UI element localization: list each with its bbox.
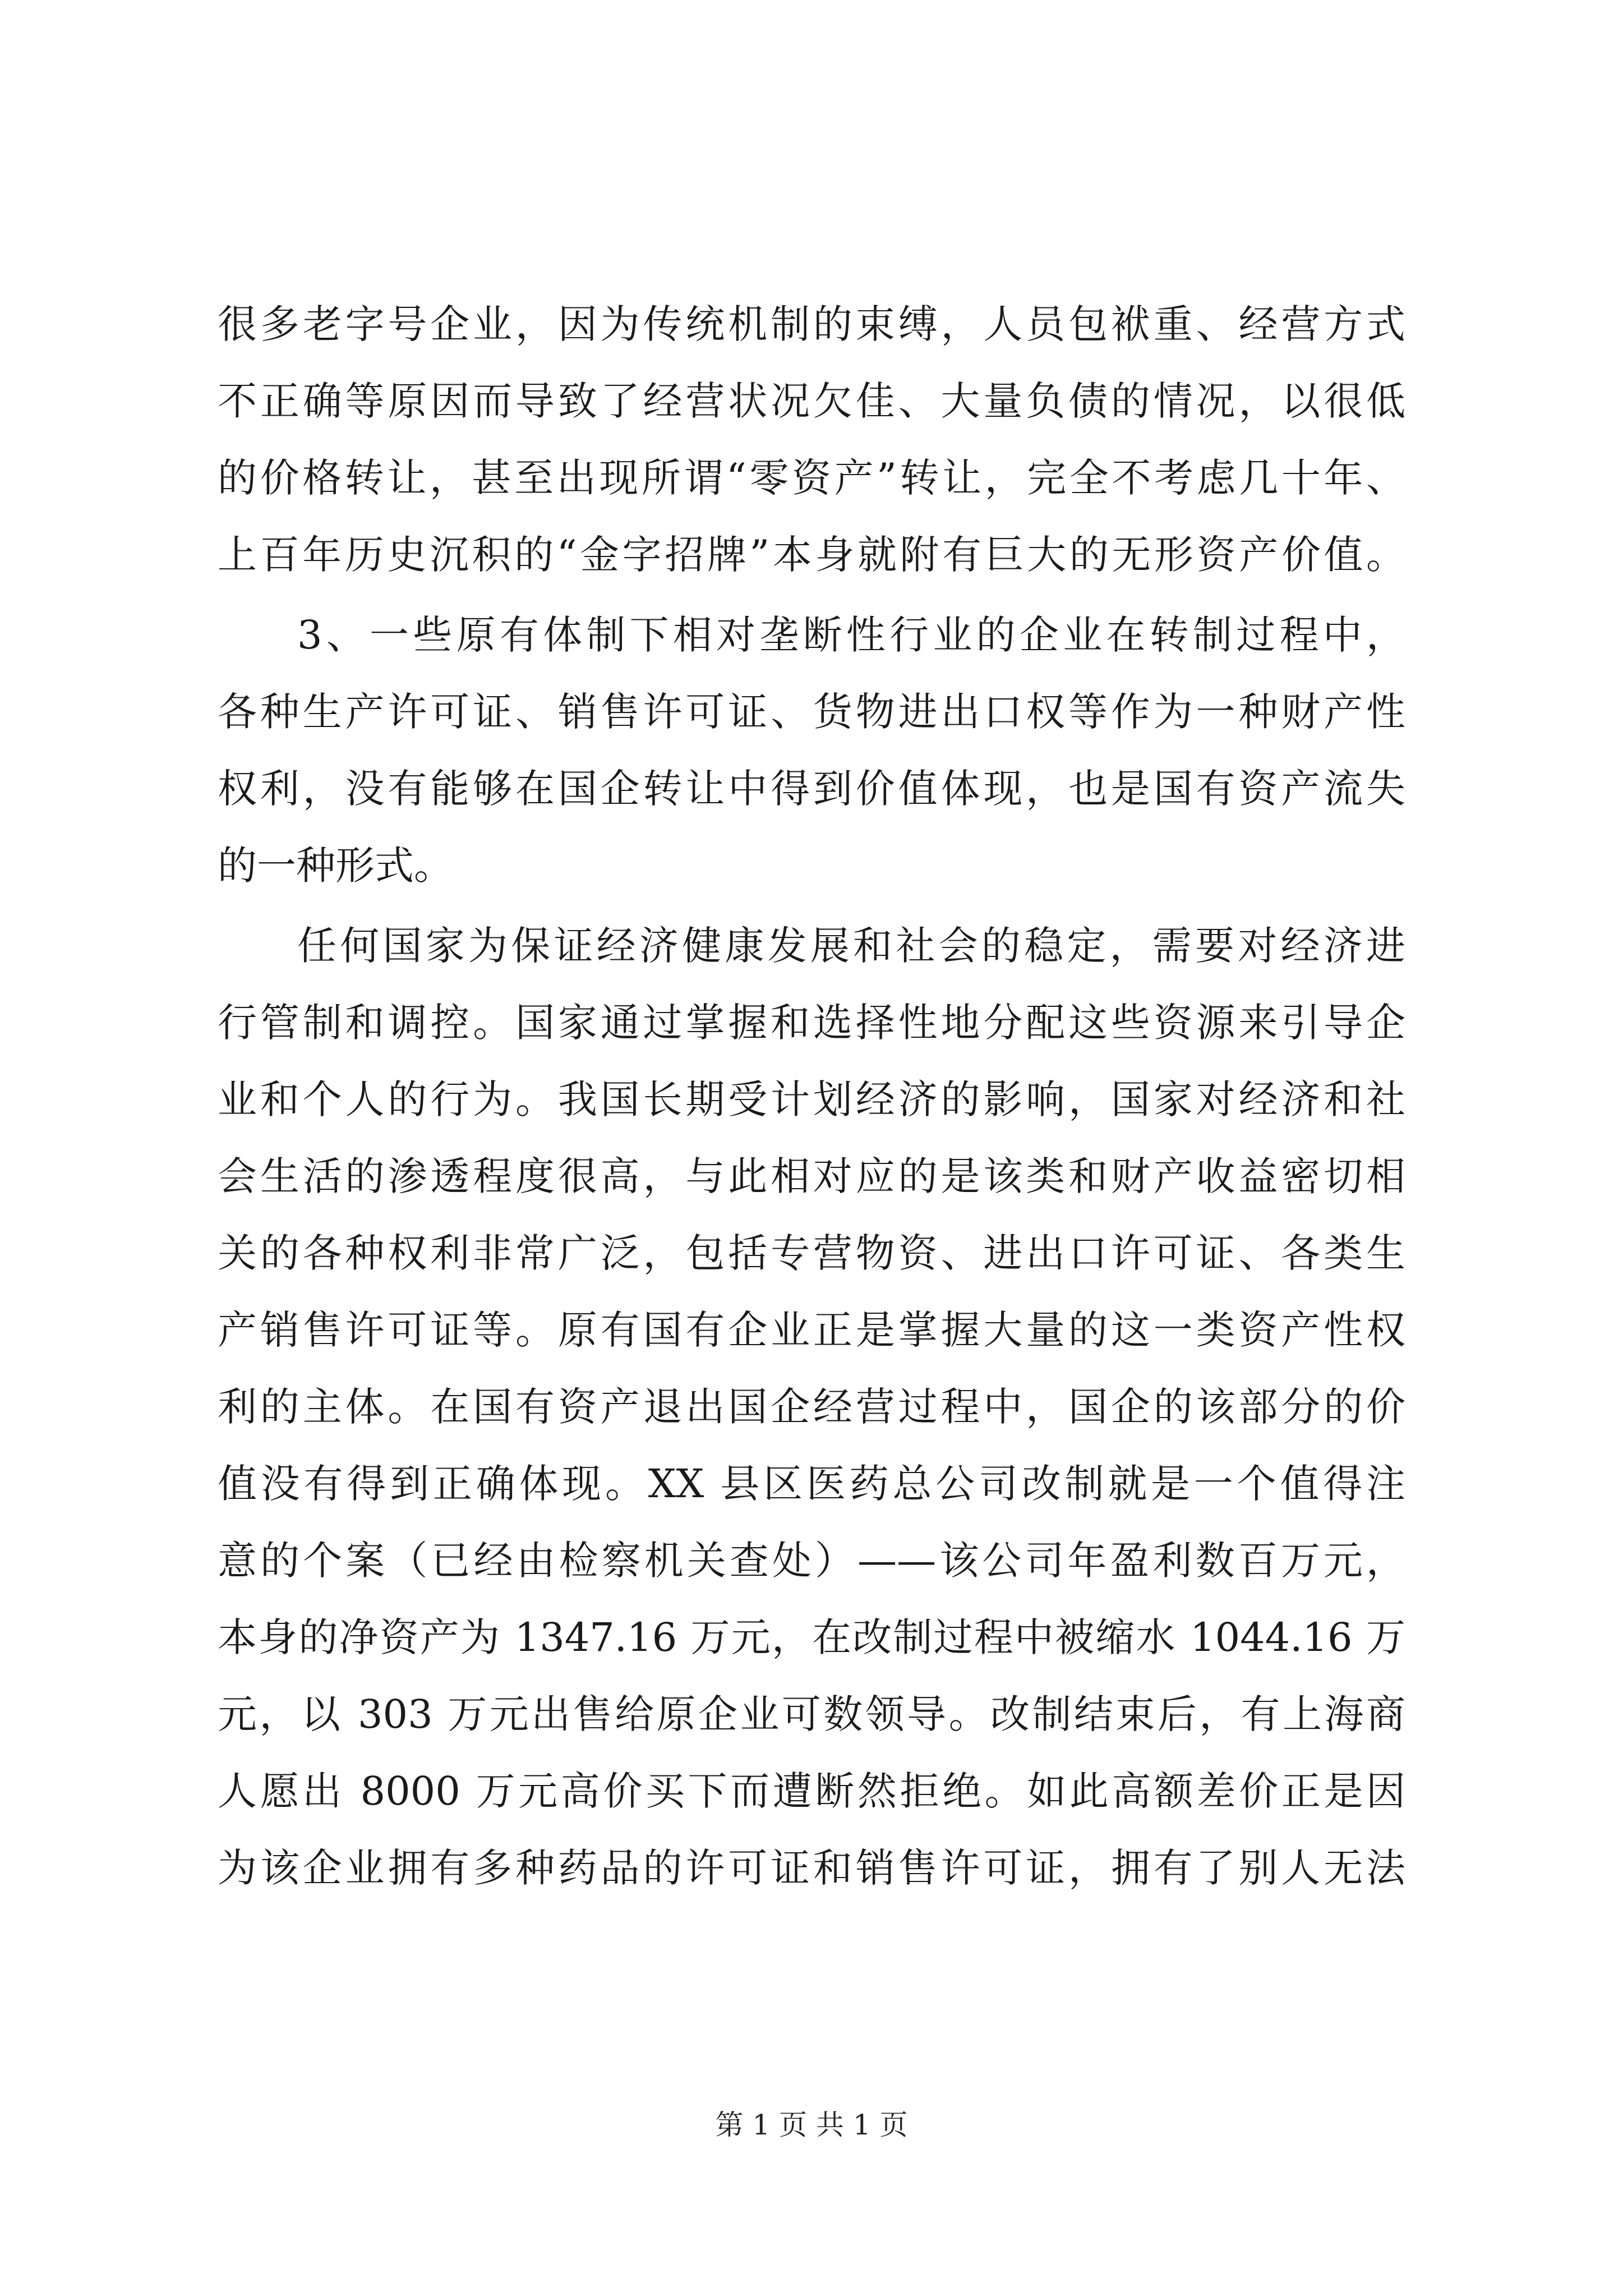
text-line: 产销售许可证等。原有国有企业正是掌握大量的这一类资产性权 [218, 1307, 1405, 1353]
text-line: 不正确等原因而导致了经营状况欠佳、大量负债的情况，以很低 [218, 378, 1405, 424]
text-line: 上百年历史沉积的“金字招牌”本身就附有巨大的无形资产价值。 [218, 532, 1405, 578]
text-line: 3、一些原有体制下相对垄断性行业的企业在转制过程中， [297, 612, 1405, 658]
text-line: 值没有得到正确体现。XX 县区医药总公司改制就是一个值得注 [218, 1461, 1405, 1507]
text-line: 关的各种权利非常广泛，包括专营物资、进出口许可证、各类生 [218, 1230, 1405, 1276]
text-line: 为该企业拥有多种药品的许可证和销售许可证，拥有了别人无法 [218, 1845, 1405, 1891]
text-line: 人愿出 8000 万元高价买下而遭断然拒绝。如此高额差价正是因 [218, 1768, 1405, 1814]
text-line: 的价格转让，甚至出现所谓“零资产”转让，完全不考虑几十年、 [218, 455, 1405, 501]
text-line: 业和个人的行为。我国长期受计划经济的影响，国家对经济和社 [218, 1076, 1405, 1122]
text-line: 元，以 303 万元出售给原企业可数领导。改制结束后，有上海商 [218, 1691, 1405, 1737]
text-line: 会生活的渗透程度很高，与此相对应的是该类和财产收益密切相 [218, 1153, 1405, 1199]
text-line: 本身的净资产为 1347.16 万元，在改制过程中被缩水 1044.16 万 [218, 1614, 1405, 1660]
text-line: 行管制和调控。国家通过掌握和选择性地分配这些资源来引导企 [218, 1000, 1405, 1046]
document-body [218, 286, 1405, 1907]
text-line: 的一种形式。 [218, 843, 453, 889]
text-line: 权利，没有能够在国企转让中得到价值体现，也是国有资产流失 [218, 766, 1405, 812]
text-line: 任何国家为保证经济健康发展和社会的稳定，需要对经济进 [297, 923, 1405, 969]
text-line: 很多老字号企业，因为传统机制的束缚，人员包袱重、经营方式 [218, 301, 1405, 347]
text-line: 利的主体。在国有资产退出国企经营过程中，国企的该部分的价 [218, 1384, 1405, 1430]
text-line: 意的个案（已经由检察机关查处）——该公司年盈利数百万元， [218, 1538, 1405, 1584]
text-line: 各种生产许可证、销售许可证、货物进出口权等作为一种财产性 [218, 689, 1405, 735]
page-footer: 第 1 页 共 1 页 [715, 2109, 908, 2141]
